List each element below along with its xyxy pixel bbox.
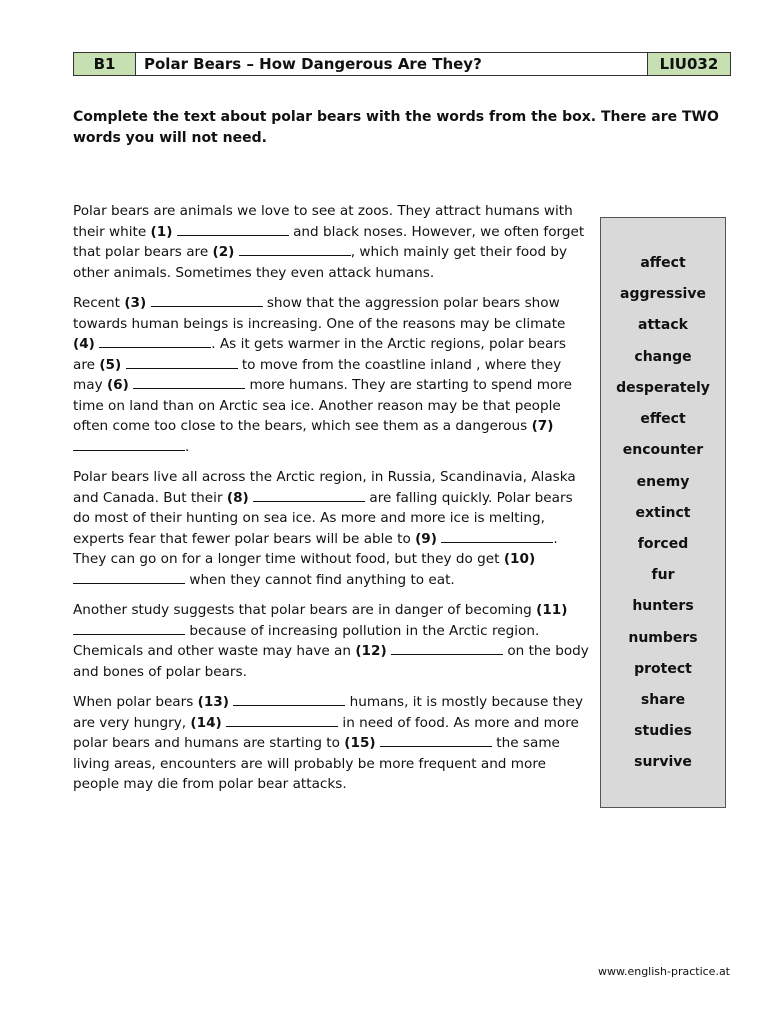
- gap-number: (1): [150, 223, 173, 240]
- gap-blank[interactable]: [233, 692, 345, 706]
- gap-number: (15): [344, 735, 376, 751]
- text-run: , which mainly get their food by other animals. Sometimes they even attack humans.: [73, 244, 568, 281]
- gap-number: (7): [531, 418, 554, 434]
- gap-number: (13): [197, 694, 229, 710]
- gap-blank[interactable]: [177, 222, 289, 236]
- word-box-item: change: [634, 349, 692, 365]
- gap-number: (11): [536, 602, 568, 618]
- text-run: humans, it is mostly because they are very hungry,: [73, 694, 584, 731]
- gap-blank[interactable]: [99, 334, 211, 348]
- word-box-item: fur: [651, 567, 675, 583]
- gap-number: (10): [503, 551, 536, 567]
- word-box-item: enemy: [636, 474, 690, 490]
- paragraph-4: [73, 600, 591, 682]
- text-run: .: [185, 438, 190, 455]
- text-run: the same living areas, encounters are will probably be more frequent and more people may die from polar bear attacks.: [73, 735, 560, 792]
- word-box: [600, 217, 726, 808]
- word-box-item: share: [640, 692, 686, 708]
- paragraph-3: [73, 467, 591, 590]
- gap-number: (12): [355, 643, 387, 659]
- gap-number: (4): [73, 336, 95, 352]
- text-run: to move from the coastline inland , where they may: [73, 356, 562, 393]
- gap-blank[interactable]: [391, 641, 503, 655]
- gap-blank[interactable]: [226, 713, 338, 727]
- paragraph-2: [73, 293, 591, 457]
- word-box-item: encounter: [622, 442, 704, 458]
- paragraph-5: [73, 692, 591, 795]
- word-box-item: extinct: [635, 505, 691, 521]
- word-box-item: desperately: [616, 380, 710, 396]
- word-box-item: forced: [637, 536, 689, 552]
- word-box-item: studies: [634, 723, 692, 739]
- text-run: Polar bears are animals we love to see at zoos. They attract humans with their white: [73, 203, 573, 240]
- gap-number: (8): [226, 489, 249, 506]
- gap-fill-text: [73, 201, 591, 805]
- word-box-item: affect: [640, 255, 686, 271]
- word-box-item: hunters: [632, 598, 694, 614]
- text-run: Another study suggests that polar bears are in danger of becoming: [73, 602, 537, 618]
- text-run: more humans. They are starting to spend more time on land than on Arctic sea ice. Another reason may be that people often come too close to the bears, which see them as a dangerous: [73, 377, 572, 434]
- text-run: when they cannot find anything to eat.: [185, 571, 455, 588]
- gap-number: (2): [212, 244, 235, 260]
- text-run: . They can go on for a longer time without food, but they do get: [73, 530, 558, 567]
- word-box-item: effect: [640, 411, 686, 427]
- text-run: in need of food. As more and more polar bears and humans are starting to: [73, 714, 579, 751]
- gap-blank[interactable]: [73, 621, 185, 635]
- gap-number: (6): [106, 377, 129, 393]
- gap-blank[interactable]: [126, 355, 238, 369]
- gap-number: (5): [99, 356, 122, 373]
- gap-blank[interactable]: [133, 375, 245, 389]
- gap-blank[interactable]: [380, 733, 492, 747]
- text-run: are falling quickly. Polar bears do most of their hunting on sea ice. As more and more ice is melting, experts fear that fewer polar bears will be able to: [73, 489, 573, 547]
- worksheet-title: Polar Bears – How Dangerous Are They?: [136, 53, 648, 75]
- word-box-item: attack: [638, 317, 688, 333]
- word-box-item: protect: [634, 661, 692, 677]
- text-run: When polar bears: [73, 694, 198, 710]
- gap-number: (3): [124, 295, 147, 311]
- level-badge: B1: [74, 53, 136, 75]
- paragraph-1: [73, 201, 591, 283]
- text-run: and black noses. However, we often forget that polar bears are: [73, 223, 585, 260]
- text-run: because of increasing pollution in the Arctic region. Chemicals and other waste may have an: [73, 622, 540, 659]
- word-box-item: numbers: [628, 630, 698, 646]
- gap-blank[interactable]: [253, 488, 365, 502]
- text-run: Recent: [73, 295, 125, 311]
- text-run: Polar bears live all across the Arctic region, in Russia, Scandinavia, Alaska and Canada. But their: [73, 469, 576, 506]
- gap-blank[interactable]: [73, 437, 185, 451]
- gap-blank[interactable]: [239, 242, 351, 256]
- text-run: . As it gets warmer in the Arctic regions, polar bears are: [73, 336, 567, 373]
- instructions: Complete the text about polar bears with the words from the box. There are TWO words you will not need.: [73, 109, 719, 146]
- text-run: on the body and bones of polar bears.: [73, 643, 589, 680]
- footer-url: www.english-practice.at: [597, 965, 730, 978]
- word-box-item: aggressive: [620, 286, 706, 302]
- word-box-item: survive: [634, 754, 692, 770]
- worksheet-code: LIU032: [648, 53, 730, 75]
- gap-number: (9): [415, 530, 437, 547]
- gap-blank[interactable]: [441, 529, 553, 543]
- text-run: show that the aggression polar bears show towards human beings is increasing. One of the reasons may be climate: [73, 295, 566, 332]
- gap-number: (14): [190, 714, 222, 731]
- worksheet-header: [73, 52, 731, 76]
- gap-blank[interactable]: [151, 293, 263, 307]
- gap-blank[interactable]: [73, 570, 185, 584]
